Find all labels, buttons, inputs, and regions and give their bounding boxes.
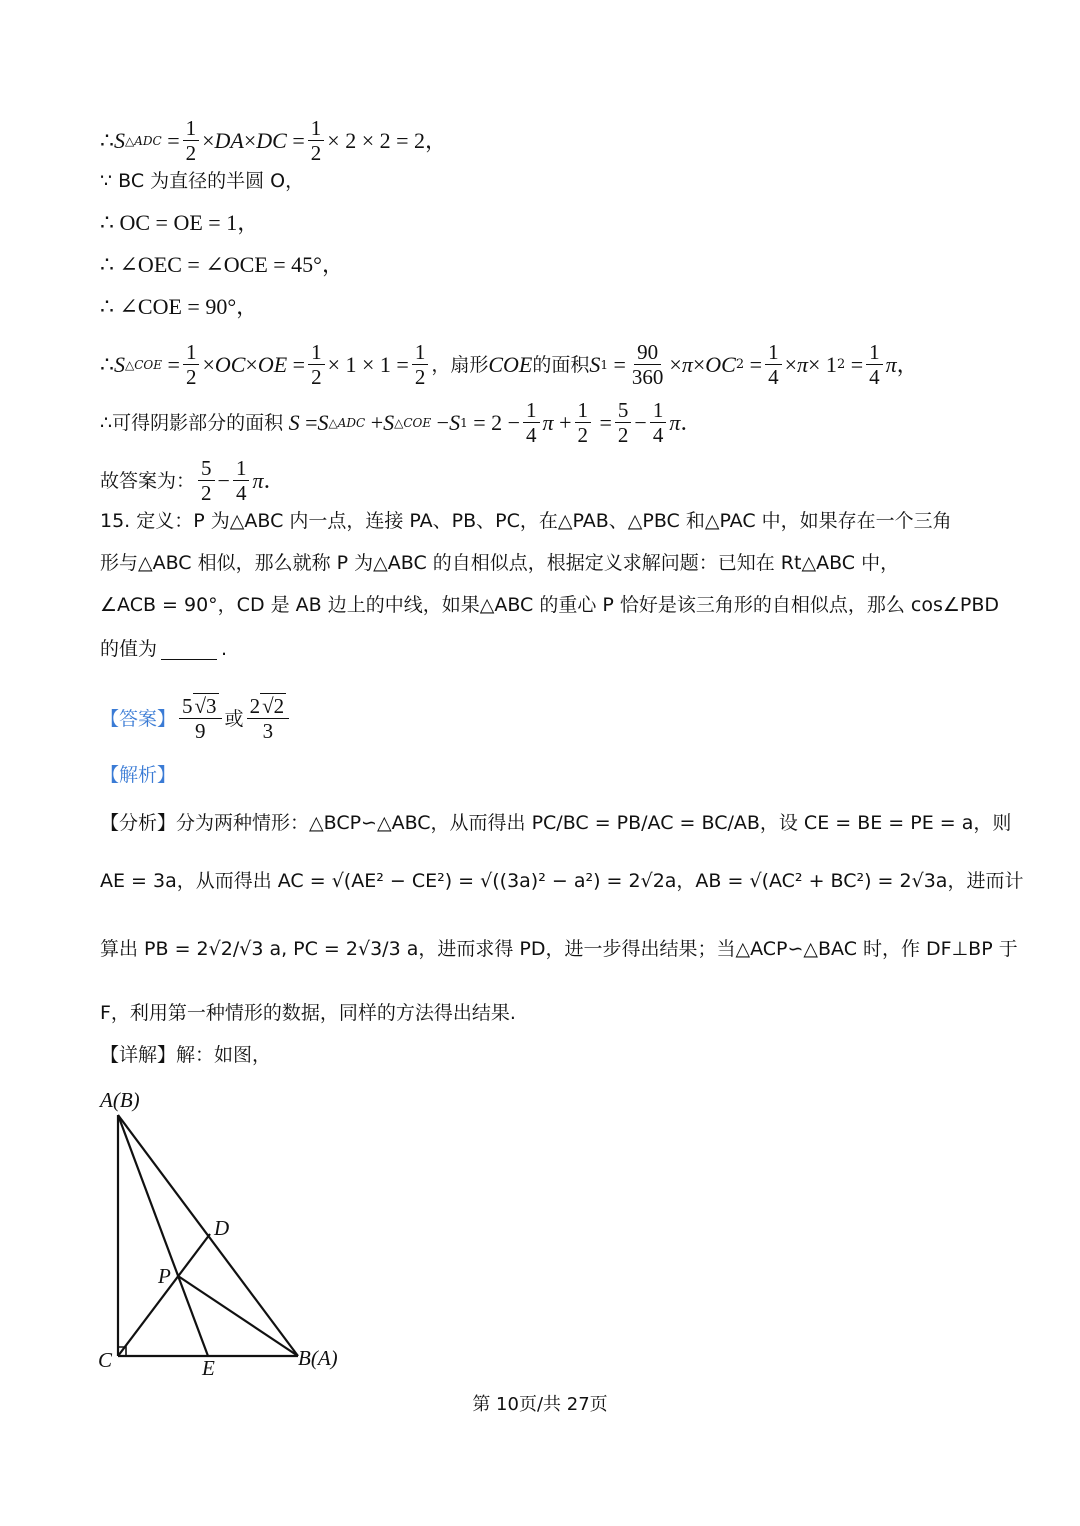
question-line-4-text: 的值为 <box>100 638 158 660</box>
label-B: B(A) <box>298 1346 338 1370</box>
question-line-3 <box>100 590 999 620</box>
question-line-1-text: 15. 定义：P 为△ABC 内一点，连接 PA、PB、PC，在△PAB、△PBC 和△PAC 中，如果存在一个三角 <box>100 510 952 532</box>
answer-line: 【答案】 $\frac{5√3}{9}$ 或 $\frac{2√2}{3}$ <box>100 694 292 743</box>
answer-label: 【答案】 <box>100 707 177 730</box>
triangle-figure <box>90 1085 370 1385</box>
analysis-line-1 <box>100 808 1011 838</box>
solution-line-4 <box>100 250 344 280</box>
line-4-text: ∴ ∠OEC = ∠OCE = 45°， <box>100 252 344 277</box>
analysis-label: 【解析】 <box>100 764 177 786</box>
question-line-2 <box>100 548 899 578</box>
question-line-3-text: ∠ACB = 90°，CD 是 AB 边上的中线，如果△ABC 的重心 P 恰好是该三角形的自相似点，那么 cos∠PBD <box>100 594 1000 616</box>
line-5-text: ∴ ∠COE = 90°， <box>100 294 259 319</box>
solution-line-1: ∴ S △ADC = $\frac{1}{2}$ × DA × DC = $\frac{1}{2}$ × 2 × 2 = 2， <box>100 116 448 165</box>
solution-line-5 <box>100 292 258 322</box>
solution-line-7: ∴可得阴影部分的面积 S = S △ADC + S △COE − S 1 = 2 − $\frac{1}{4}$ π + $\frac{1}{2}$ = $\frac{5}{2}$ − $\frac{1}{4}$ π ． <box>100 398 703 447</box>
detail-text: 【详解】解：如图， <box>100 1044 272 1066</box>
analysis-line-1-text: 【分析】分为两种情形：△BCP∽△ABC，从而得出 PC/BC = PB/AC = BC/AB，设 CE = BE = PE = a，则 <box>100 812 1012 834</box>
analysis-label-line <box>100 760 176 790</box>
solution-line-3 <box>100 208 259 238</box>
question-line-1 <box>100 506 952 536</box>
line-2-text: ∵ BC 为直径的半圆 O， <box>100 170 305 192</box>
analysis-line-3-text: 算出 PB = 2√2/√3 a, PC = 2√3/3 a，进而求得 PD，进一步得出结果；当△ACP∽△BAC 时，作 DF⊥BP 于 <box>100 938 1018 960</box>
segment-PB <box>178 1276 298 1356</box>
analysis-line-2 <box>100 866 1023 896</box>
question-line-4: 的值为 . <box>100 634 227 664</box>
analysis-line-4 <box>100 998 516 1028</box>
answer-blank <box>161 639 217 660</box>
segment-CD <box>118 1234 210 1356</box>
solution-line-8: 故答案为： $\frac{5}{2}$ − $\frac{1}{4}$ π ． <box>100 456 286 505</box>
analysis-line-3 <box>100 934 1018 964</box>
label-A: A(B) <box>100 1088 140 1112</box>
label-E: E <box>202 1356 215 1380</box>
line-3-text: ∴ OC = OE = 1， <box>100 210 260 235</box>
label-C: C <box>98 1348 113 1372</box>
segment-AE <box>118 1115 208 1356</box>
label-P: P <box>158 1264 171 1288</box>
label-D: D <box>214 1216 230 1240</box>
page-number: 第 10页/共 27页 <box>472 1394 608 1415</box>
analysis-line-4-text: F，利用第一种情形的数据，同样的方法得出结果. <box>100 1002 516 1024</box>
solution-line-6: ∴ S △COE = $\frac{1}{2}$ × OC × OE = $\frac{1}{2}$ × 1 × 1 = $\frac{1}{2}$ ，扇形 COE 的面积 S 1 = $\frac{90}{360}$ × π × OC 2 = $\frac{1}{4}$ × π × 1 2 = $\frac{1}{4}$ π ， <box>100 340 919 389</box>
analysis-line-2-text: AE = 3a，从而得出 AC = √(AE² − CE²) = √((3a)² − a²) = 2√2a，AB = √(AC² + BC²) = 2√3a，进而计 <box>100 870 1024 892</box>
question-line-2-text: 形与△ABC 相似，那么就称 P 为△ABC 的自相似点，根据定义求解问题：已知在 Rt△ABC 中， <box>100 552 900 574</box>
solution-line-2 <box>100 166 304 196</box>
detail-line <box>100 1040 271 1070</box>
page-footer <box>0 1390 1080 1416</box>
